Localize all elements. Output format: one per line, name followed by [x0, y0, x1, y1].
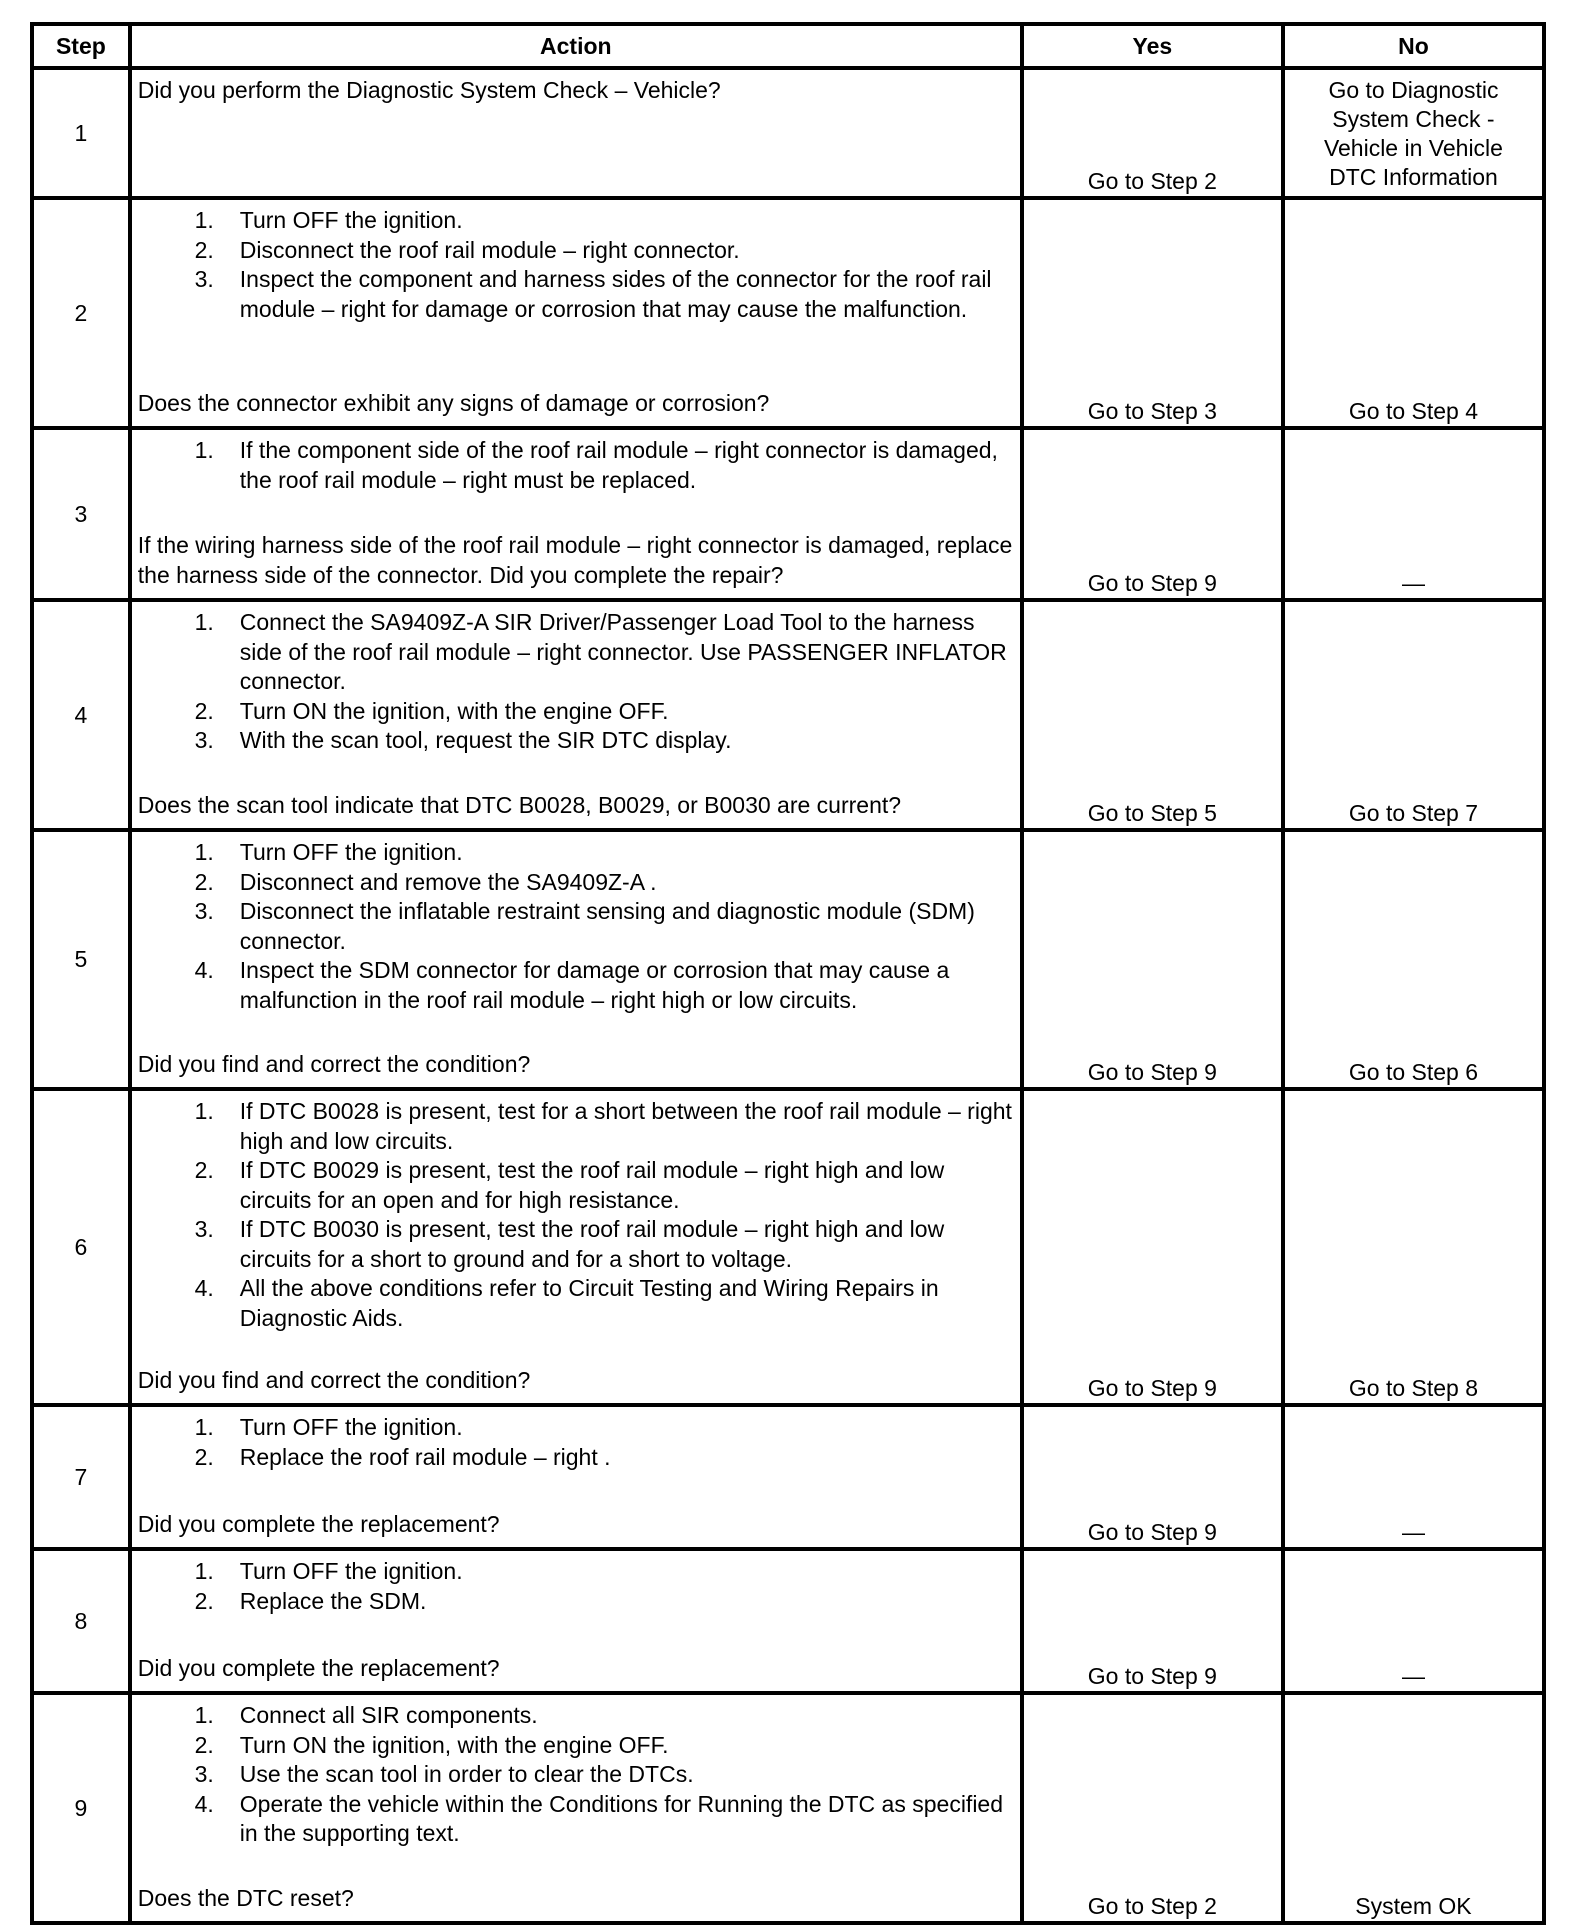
procedure-list [138, 1413, 1014, 1472]
procedure-step-text: Disconnect and remove the SA9409Z-A . [239, 868, 657, 895]
yes-result: Go to Step 9 [1022, 428, 1283, 600]
no-result: — [1283, 428, 1544, 600]
diagnostic-table [30, 22, 1546, 1925]
procedure-list [138, 1097, 1014, 1333]
procedure-step-text: Use the scan tool in order to clear the DTCs. [239, 1761, 694, 1787]
step-number: 7 [32, 1405, 130, 1549]
yes-result: Go to Step 3 [1022, 198, 1283, 428]
no-result: Go to Step 7 [1283, 600, 1544, 830]
procedure-list [138, 608, 1014, 756]
procedure-step-number: 2. [194, 697, 214, 724]
procedure-step-text: Turn ON the ignition, with the engine OFF. [239, 697, 669, 724]
procedure-step [138, 1413, 1014, 1443]
step-question: Did you perform the Diagnostic System Check – Vehicle? [137, 77, 721, 103]
table-row [32, 68, 1544, 198]
table-row [32, 198, 1544, 428]
action-cell [130, 1405, 1022, 1549]
action-cell [130, 198, 1022, 428]
procedure-step-text: Operate the vehicle within the Conditions for Running the DTC as specified in the supporting text. [239, 1790, 1004, 1846]
procedure-step [138, 1731, 1014, 1761]
table-row [32, 830, 1544, 1089]
yes-result: Go to Step 2 [1022, 1693, 1283, 1923]
no-result: — [1283, 1549, 1544, 1693]
procedure-step-text: Turn ON the ignition, with the engine OFF. [239, 1731, 669, 1758]
table-body [32, 68, 1544, 1923]
procedure-step [138, 956, 1014, 1015]
no-result: — [1283, 1405, 1544, 1549]
header-row [32, 24, 1544, 68]
procedure-step-text: All the above conditions refer to Circuit Testing and Wiring Repairs in Diagnostic Aids. [239, 1275, 939, 1331]
procedure-step-number: 3. [194, 727, 214, 753]
procedure-step-number: 1. [194, 437, 214, 463]
action-cell [130, 428, 1022, 600]
procedure-list [138, 1701, 1014, 1849]
table-row [32, 1693, 1544, 1923]
procedure-step [138, 1156, 1014, 1215]
header-yes: Yes [1022, 24, 1283, 68]
procedure-step [138, 1557, 1014, 1587]
header-action: Action [130, 24, 1022, 68]
procedure-step-number: 2. [194, 868, 214, 895]
header-no: No [1283, 24, 1544, 68]
step-question: Did you complete the replacement? [137, 1654, 500, 1681]
procedure-step [138, 1790, 1014, 1849]
procedure-step-text: Disconnect the roof rail module – right connector. [239, 236, 740, 263]
header-step: Step [32, 24, 130, 68]
step-question: Does the DTC reset? [137, 1884, 354, 1911]
no-result: System OK [1283, 1693, 1544, 1923]
table-row [32, 1549, 1544, 1693]
procedure-step [138, 1215, 1014, 1274]
yes-result: Go to Step 9 [1022, 1089, 1283, 1405]
procedure-step-text: Inspect the component and harness sides of the connector for the roof rail module – right for damage or corrosion that may cause the malfunction. [239, 266, 992, 322]
action-cell [130, 1549, 1022, 1693]
yes-result: Go to Step 5 [1022, 600, 1283, 830]
step-number: 8 [32, 1549, 130, 1693]
step-question: Does the connector exhibit any signs of damage or corrosion? [137, 389, 770, 416]
no-result: Go to Diagnostic System Check - Vehicle in Vehicle DTC Information [1283, 68, 1544, 198]
step-number: 2 [32, 198, 130, 428]
step-question: Did you find and correct the condition? [137, 1050, 531, 1077]
procedure-step [138, 868, 1014, 898]
procedure-step-number: 4. [194, 1275, 214, 1301]
procedure-list [138, 1557, 1014, 1616]
procedure-step-text: Replace the roof rail module – right . [239, 1443, 611, 1470]
procedure-step-number: 2. [194, 1587, 214, 1614]
procedure-step-number: 2. [194, 236, 214, 263]
procedure-step-number: 1. [194, 1098, 214, 1124]
action-cell [130, 600, 1022, 830]
procedure-step [138, 697, 1014, 727]
procedure-step [138, 608, 1014, 697]
table-row [32, 600, 1544, 830]
procedure-step [138, 206, 1014, 236]
procedure-step-number: 3. [194, 1216, 214, 1242]
step-question: If the wiring harness side of the roof rail module – right connector is damaged, replace the harness side of the connector. Did you complete the repair? [137, 532, 1013, 588]
procedure-step-text: If DTC B0030 is present, test the roof rail module – right high and low circuits for a short to ground and for a short to voltage. [239, 1216, 945, 1272]
procedure-step-text: Disconnect the inflatable restraint sensing and diagnostic module (SDM) connector. [239, 898, 975, 954]
procedure-step-text: If DTC B0028 is present, test for a short between the roof rail module – right high and low circuits. [239, 1098, 1012, 1154]
procedure-step-number: 1. [194, 1558, 214, 1584]
procedure-step-text: Inspect the SDM connector for damage or corrosion that may cause a malfunction in the roof rail module – right high or low circuits. [239, 957, 950, 1013]
procedure-step [138, 1760, 1014, 1790]
procedure-step [138, 1587, 1014, 1617]
step-question: Does the scan tool indicate that DTC B0028, B0029, or B0030 are current? [137, 791, 902, 818]
procedure-step-text: Connect all SIR components. [239, 1702, 538, 1728]
procedure-step [138, 265, 1014, 324]
procedure-step-text: Turn OFF the ignition. [239, 1558, 463, 1584]
procedure-step-text: If DTC B0029 is present, test the roof rail module – right high and low circuits for an open and for high resistance. [239, 1157, 945, 1213]
procedure-step-number: 3. [194, 266, 214, 292]
table-row [32, 1405, 1544, 1549]
yes-result: Go to Step 9 [1022, 1549, 1283, 1693]
procedure-step-text: Replace the SDM. [239, 1587, 427, 1614]
procedure-step-number: 1. [194, 609, 214, 635]
action-cell [130, 1089, 1022, 1405]
procedure-step-number: 1. [194, 207, 214, 233]
step-number: 3 [32, 428, 130, 600]
procedure-step-number: 4. [194, 1790, 214, 1817]
procedure-step-text: If the component side of the roof rail module – right connector is damaged, the roof rail module – right must be replaced. [239, 437, 998, 493]
step-number: 4 [32, 600, 130, 830]
procedure-list [138, 436, 1014, 495]
procedure-step [138, 436, 1014, 495]
no-result: Go to Step 8 [1283, 1089, 1544, 1405]
procedure-step-text: Connect the SA9409Z-A SIR Driver/Passenger Load Tool to the harness side of the roof rail module – right connector. Use PASSENGER INFLATOR connector. [239, 609, 1007, 694]
step-number: 5 [32, 830, 130, 1089]
procedure-step-number: 1. [194, 1702, 214, 1728]
action-cell [130, 830, 1022, 1089]
action-cell [130, 68, 1022, 198]
procedure-step-number: 1. [194, 839, 214, 865]
no-result: Go to Step 6 [1283, 830, 1544, 1089]
procedure-step [138, 1443, 1014, 1473]
procedure-step-number: 2. [194, 1731, 214, 1758]
procedure-step [138, 1097, 1014, 1156]
yes-result: Go to Step 9 [1022, 830, 1283, 1089]
step-number: 9 [32, 1693, 130, 1923]
procedure-step-number: 3. [194, 1761, 214, 1787]
procedure-step-number: 2. [194, 1157, 214, 1183]
procedure-step-number: 3. [194, 898, 214, 924]
procedure-step-text: With the scan tool, request the SIR DTC display. [239, 727, 732, 753]
procedure-step-number: 1. [194, 1414, 214, 1440]
procedure-step-number: 4. [194, 957, 214, 983]
step-number: 6 [32, 1089, 130, 1405]
procedure-step [138, 838, 1014, 868]
yes-result: Go to Step 9 [1022, 1405, 1283, 1549]
step-question: Did you complete the replacement? [137, 1510, 500, 1537]
procedure-step-text: Turn OFF the ignition. [239, 1414, 463, 1440]
procedure-step-number: 2. [194, 1443, 214, 1470]
yes-result: Go to Step 2 [1022, 68, 1283, 198]
procedure-step [138, 726, 1014, 756]
action-cell [130, 1693, 1022, 1923]
procedure-list [138, 838, 1014, 1015]
step-number: 1 [32, 68, 130, 198]
no-result: Go to Step 4 [1283, 198, 1544, 428]
procedure-step [138, 236, 1014, 266]
procedure-step [138, 897, 1014, 956]
step-question: Did you find and correct the condition? [137, 1366, 531, 1393]
procedure-list [138, 206, 1014, 324]
table-row [32, 428, 1544, 600]
procedure-step-text: Turn OFF the ignition. [239, 839, 463, 865]
procedure-step [138, 1274, 1014, 1333]
table-row [32, 1089, 1544, 1405]
procedure-step [138, 1701, 1014, 1731]
procedure-step-text: Turn OFF the ignition. [239, 207, 463, 233]
